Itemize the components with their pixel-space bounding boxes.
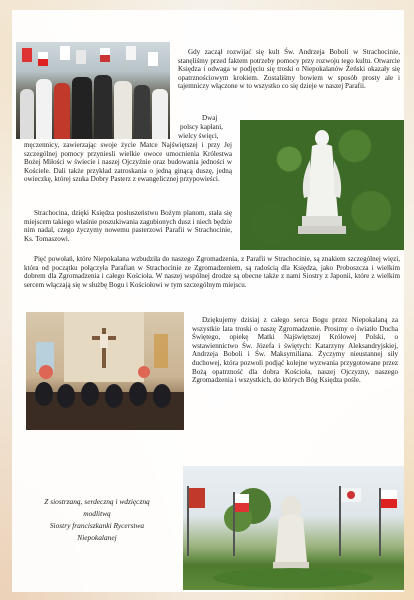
paragraph-text: Strachocina, dzięki Księdza posłuszeństwu Bożym planom, stała się miejscem takiego właśnie poszukiwania zagubionych dusz i niech będzie nim nadal, czego życzymy nowemu pasterzowi Parafii w Strachocinie, Ks. Tomaszowi.	[24, 209, 233, 243]
strachocina-paragraph	[24, 209, 232, 243]
flag-icon	[235, 494, 249, 503]
person-figure	[152, 89, 168, 139]
flag-icon	[189, 488, 205, 508]
flag-icon	[148, 52, 158, 66]
procession-photo	[16, 42, 170, 139]
saints-paragraph-line3	[178, 132, 236, 141]
person-figure	[36, 79, 52, 139]
statue-photo	[240, 120, 404, 250]
flag-icon	[38, 52, 48, 66]
paragraph-text: Pięć powołań, które Niepokalana wzbudziła do naszego Zgromadzenia, z Parafii w Strachocinie, są znakiem szczególnej więzi, która od początku połączyła Parafian w Strachocinie ze Zgromadzeniem, są radością dla Księdza, jako Proboszcza i wielkim dobrem dla Zgromadzenia i całego Kościoła. W naszej wspólnej drodze są obecne także z nami Siostry z Japonii, które z wielkim sercem włączają się w służbę Bogu i Kościołowi w tym szczególnym miejscu.	[24, 255, 400, 289]
thanks-paragraph	[192, 316, 398, 385]
closing-line: modlitwą	[83, 509, 111, 518]
saints-paragraph-line1	[202, 114, 232, 123]
flag-icon	[100, 48, 110, 62]
paragraph-text: Gdy zaczął rozwijać się kult Św. Andrzeja Boboli w Strachocinie, stanęliśmy przed faktem potrzeby pomocy przy rozwoju tego kultu. Otwarcie Księdza i odwaga w podjęciu się troski o Niepokalanów Żeński okazały się opatrznościowym krokiem. Zostaliśmy bowiem w sposób prosty ale i tajemniczy włączone w to wszystko co się dzieje w naszej Parafii.	[178, 48, 400, 91]
person-figure	[72, 77, 92, 139]
chapel-interior	[26, 312, 184, 430]
closing-line: Z siostrzaną, serdeczną i wdzięczną	[44, 497, 150, 506]
flag-icon	[60, 46, 70, 60]
paragraph-text: Dziękujemy dzisiaj z całego serca Bogu przez Niepokalaną za wszystkie lata troski o naszę Zgromadzenie. Prosimy o światło Ducha Świętego, opiekę Matki Najświętszej Królowej Polski, o wstawiennictwo Św. Józefa i świętych: Katarzyny Aleksandryjskiej, Andrzeja Boboli i Św. Maksymiliana. Życzymy nieustannej siły duchowej, która pozwoli podjąć kolejne wyzwania przygotowane przez Bożą opatrzność dla dobra Kościoła, naszej Ojczyzny, naszego Zgromadzenia i wszystkich, do których Bóg Księdza pośle.	[192, 316, 398, 385]
statue-icon	[240, 120, 404, 250]
flag-icon	[126, 46, 136, 60]
paragraph-text: polscy kapłani,	[180, 123, 223, 131]
closing-signature	[22, 496, 172, 544]
person-figure	[114, 81, 132, 139]
closing-line: Siostry franciszkanki Rycerstwa	[49, 521, 145, 530]
intro-paragraph	[178, 48, 400, 91]
paragraph-text: wielcy święci,	[178, 132, 219, 140]
saints-paragraph	[24, 141, 232, 184]
person-figure	[20, 89, 34, 139]
saints-paragraph-line2	[180, 123, 238, 132]
closing-line: Niepokalanej	[77, 533, 117, 542]
paragraph-text: Dwaj	[202, 114, 218, 122]
chapel-photo	[26, 312, 184, 430]
person-figure	[134, 85, 150, 139]
person-figure	[94, 75, 112, 139]
statue-flags-scene	[183, 466, 404, 590]
paragraph-text: męczennicy, zawierzając swoje życie Matce Najświętszej i przy Jej szczególnej pomocy przyniesli wielkie owoce umocnienia Królestwa Bożej Miłości w świecie i naszej Ojczyźnie oraz budowania jedności w Kościele. Dali także przykład zatroskania o jedną ginącą duszę, jedną owieczkę, której szuka Dobry Pasterz z ewangelicznej przypowieści.	[24, 141, 232, 184]
flag-icon	[76, 50, 86, 64]
flag-icon	[22, 48, 32, 62]
flag-icon	[381, 490, 397, 499]
statue-flags-photo	[183, 466, 404, 590]
vocations-paragraph	[24, 255, 400, 289]
person-figure	[54, 83, 70, 139]
